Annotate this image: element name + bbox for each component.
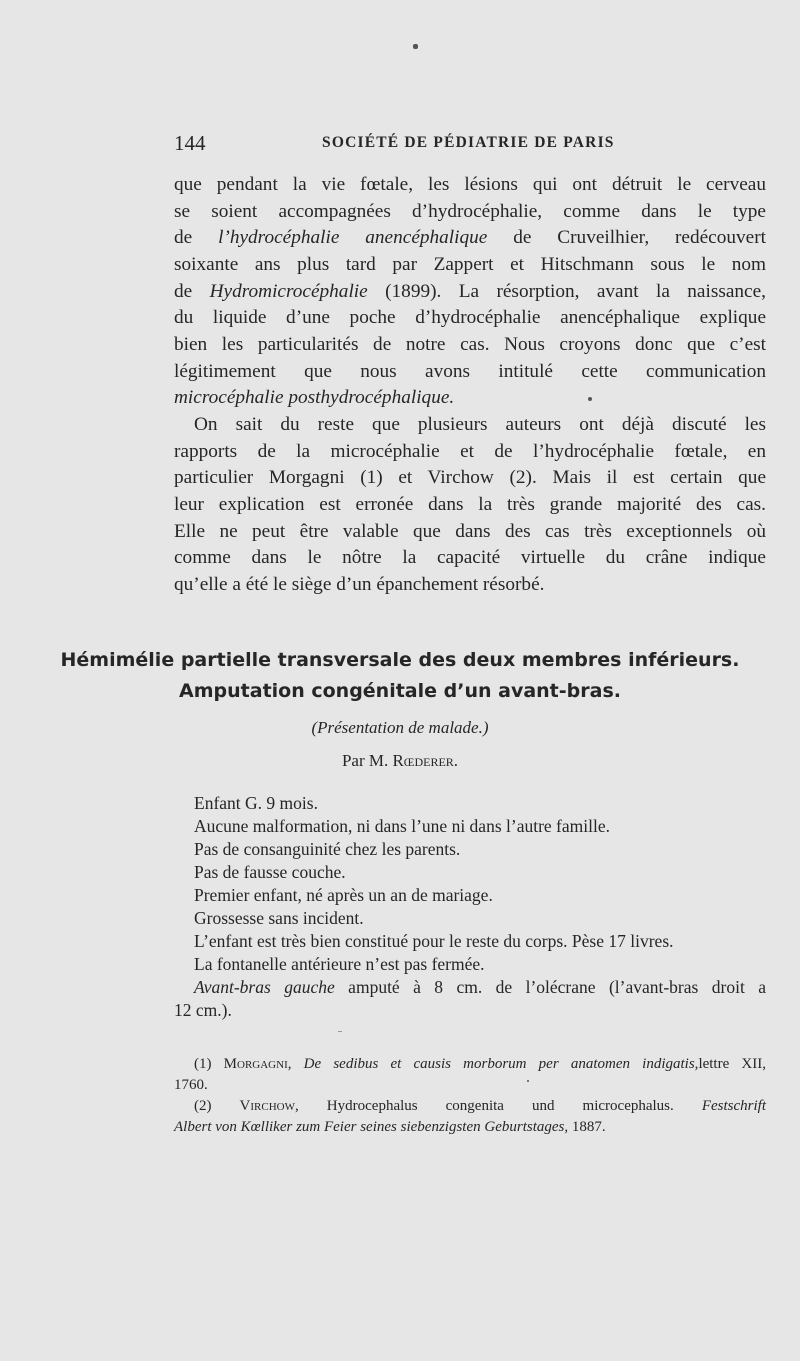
text-line: microcéphalie posthydrocéphalique. [174,387,455,408]
footnote-1: (1) Morgagni, De sedibus et causis morborum per anatomen indigatis,lettre XII, [194,1056,766,1072]
case-line: Premier enfant, né après un an de mariage. [194,885,493,905]
text-line: leur explication est erronée dans la très grande majorité des cas. [174,494,766,515]
text-line: bien les particularités de notre cas. Nous croyons donc que c’est [174,334,766,355]
case-line: Aucune malformation, ni dans l’une ni dans l’autre famille. [194,816,610,836]
text-line: rapports de la microcéphalie et de l’hydrocéphalie fœtale, en [174,441,766,462]
article-title-line1: Hémimélie partielle transversale des deux membres inférieurs. [60,649,740,671]
italic-term: l’hydrocéphalie anencéphalique [218,227,488,248]
text-line: soixante ans plus tard par Zappert et Hitschmann sous le nom [174,254,766,275]
text-line: de l’hydrocéphalie anencéphalique de Cruveilhier, redécouvert [174,227,766,248]
text-line: Elle ne peut être valable que dans des cas très exceptionnels où [174,521,766,542]
author-name: Rœderer. [392,751,459,770]
text-line: comme dans le nôtre la capacité virtuelle du crâne indique [174,547,766,568]
case-line: La fontanelle antérieure n’est pas fermée. [194,954,485,974]
footnote-2: (2) Virchow, Hydrocephalus congenita und microcephalus. Festschrift [194,1098,766,1114]
text-line: que pendant la vie fœtale, les lésions qui ont détruit le cerveau [174,174,766,195]
case-line: 12 cm.). [174,1000,232,1020]
text-line: particulier Morgagni (1) et Virchow (2). Mais il est certain que [174,467,766,488]
italic-term: Avant-bras gauche [194,977,335,997]
ink-speck [588,397,592,401]
footnote-2-cont: Albert von Kœlliker zum Feier seines siebenzigsten Geburtstages, 1887. [174,1119,606,1135]
text-line: de Hydromicrocéphalie (1899). La résorption, avant la naissance, [174,281,766,302]
case-line: Pas de fausse couche. [194,862,346,882]
running-title: SOCIÉTÉ DE PÉDIATRIE DE PARIS [322,134,615,151]
text-line: du liquide d’une poche d’hydrocéphalie anencéphalique explique [174,307,766,328]
article-title-line2: Amputation congénitale d’un avant-bras. [179,680,621,702]
page-number: 144 [174,131,206,155]
article-byline: Par M. Rœderer. [341,751,459,770]
text-line: se soient accompagnées d’hydrocéphalie, comme dans le type [174,201,766,222]
article-subtitle: (Présentation de malade.) [311,718,489,737]
footnote-1-year: 1760. [174,1077,208,1093]
ink-speck [413,44,418,49]
footnote-rule [338,1031,342,1032]
case-line: Enfant G. 9 mois. [194,793,318,813]
case-line: Avant-bras gauche amputé à 8 cm. de l’olécrane (l’avant-bras droit a [194,977,766,997]
ink-speck [527,1080,529,1082]
text-line: qu’elle a été le siège d’un épanchement résorbé. [174,574,545,595]
case-line: Grossesse sans incident. [194,908,364,928]
italic-term: Hydromicrocéphalie [209,281,368,302]
case-line: Pas de consanguinité chez les parents. [194,839,461,859]
case-line: L’enfant est très bien constitué pour le reste du corps. Pèse 17 livres. [194,931,674,951]
page-header [174,131,764,159]
text-line: légitimement que nous avons intitulé cette communication [174,361,766,382]
text-line: On sait du reste que plusieurs auteurs ont déjà discuté les [194,414,766,435]
